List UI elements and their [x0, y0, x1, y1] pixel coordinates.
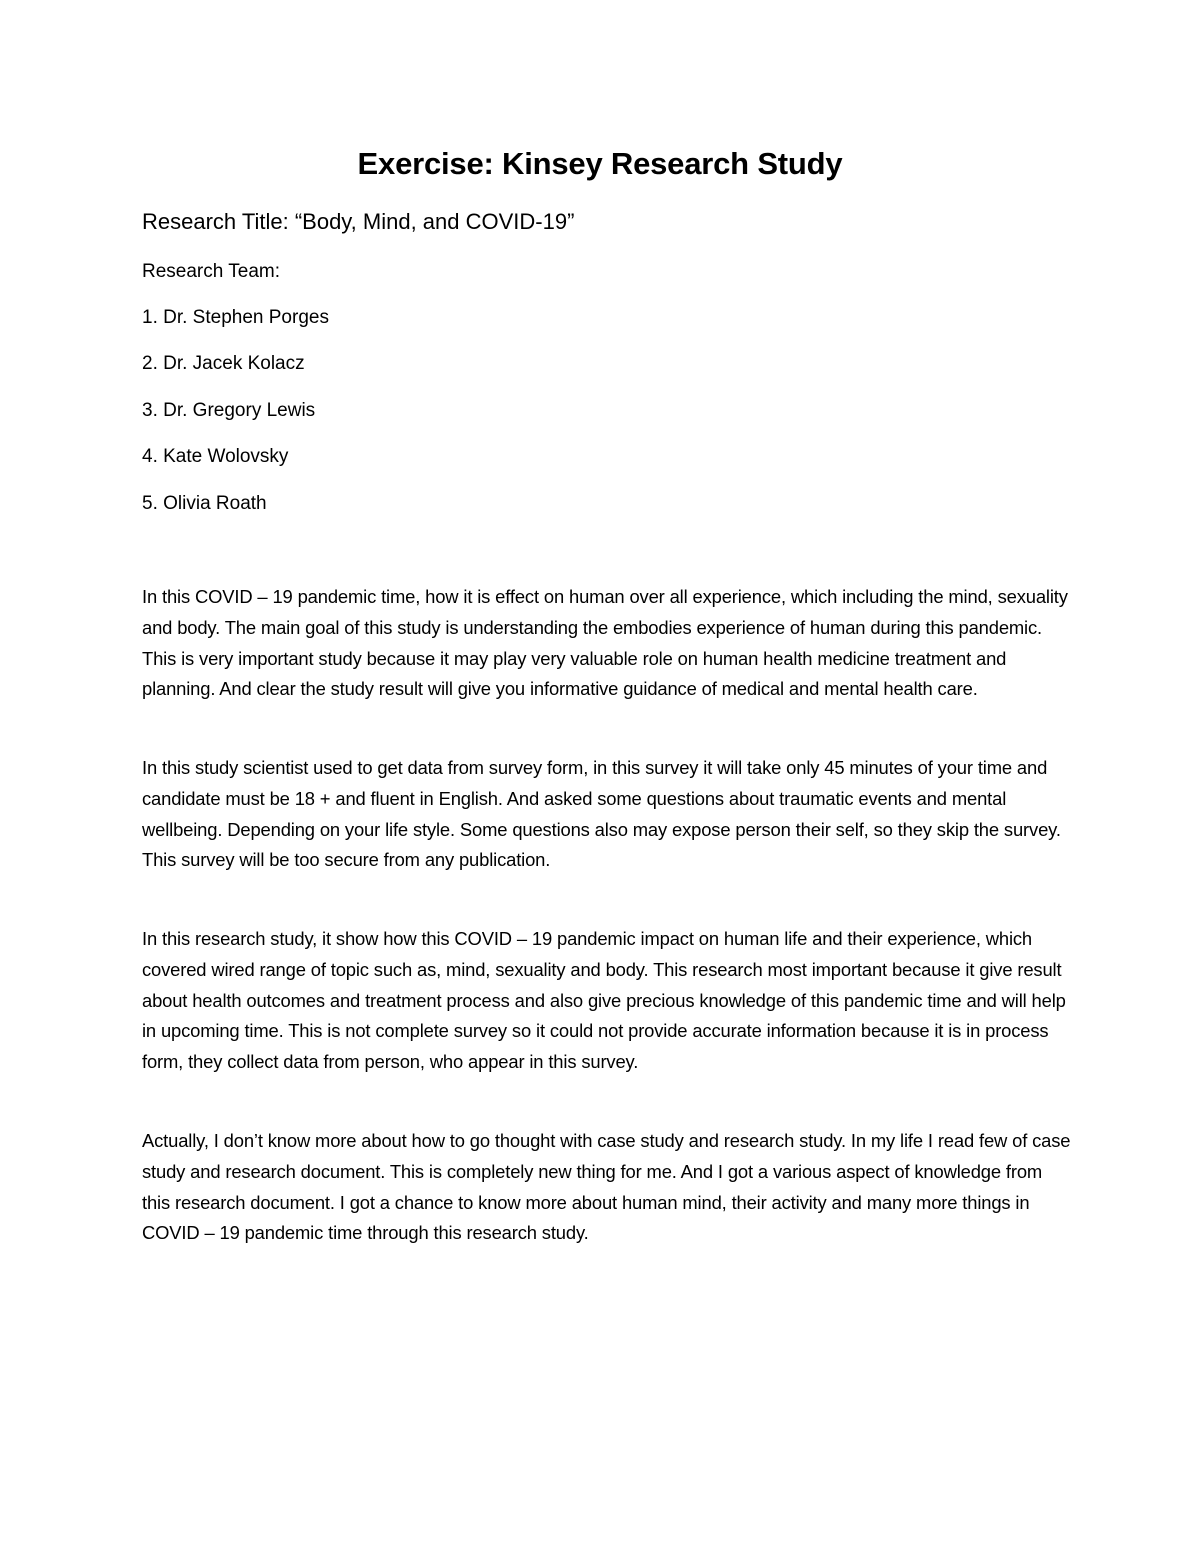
- body-paragraph: In this study scientist used to get data from survey form, in this survey it will take only 45 minutes of your time and candidate must be 18 + and fluent in English. And asked some questions about traumatic events and mental wellbeing. Depending on your life style. Some questions also may expose person their self, so they skip the survey. This survey will be too secure from any publication.: [142, 757, 1061, 871]
- team-member: 2. Dr. Jacek Kolacz: [142, 353, 305, 374]
- body-paragraph: In this COVID – 19 pandemic time, how it is effect on human over all experience, which including the mind, sexuality and body. The main goal of this study is understanding the embodies experience of human during this pandemic. This is very important study because it may play very valuable role on human health medicine treatment and planning. And clear the study result will give you informative guidance of medical and mental health care.: [142, 586, 1068, 700]
- body-paragraph: Actually, I don’t know more about how to go thought with case study and research study. In my life I read few of case study and research document. This is completely new thing for me. And I got a various aspect of knowledge from this research document. I got a chance to know more about human mind, their activity and many more things in COVID – 19 pandemic time through this research study.: [142, 1130, 1071, 1244]
- body-paragraph: In this research study, it show how this COVID – 19 pandemic impact on human life and their experience, which covered wired range of topic such as, mind, sexuality and body. This research most important because it give result about health outcomes and treatment process and also give precious knowledge of this pandemic time and will help in upcoming time. This is not complete survey so it could not provide accurate information because it is in process form, they collect data from person, who appear in this survey.: [142, 928, 1066, 1073]
- team-member: 4. Kate Wolovsky: [142, 446, 289, 467]
- team-member: 1. Dr. Stephen Porges: [142, 307, 329, 328]
- document-title: Exercise: Kinsey Research Study: [357, 146, 843, 181]
- team-member: 5. Olivia Roath: [142, 493, 267, 514]
- research-title: Research Title: “Body, Mind, and COVID-19”: [142, 209, 575, 234]
- research-team-label: Research Team:: [142, 261, 280, 282]
- team-member: 3. Dr. Gregory Lewis: [142, 400, 316, 421]
